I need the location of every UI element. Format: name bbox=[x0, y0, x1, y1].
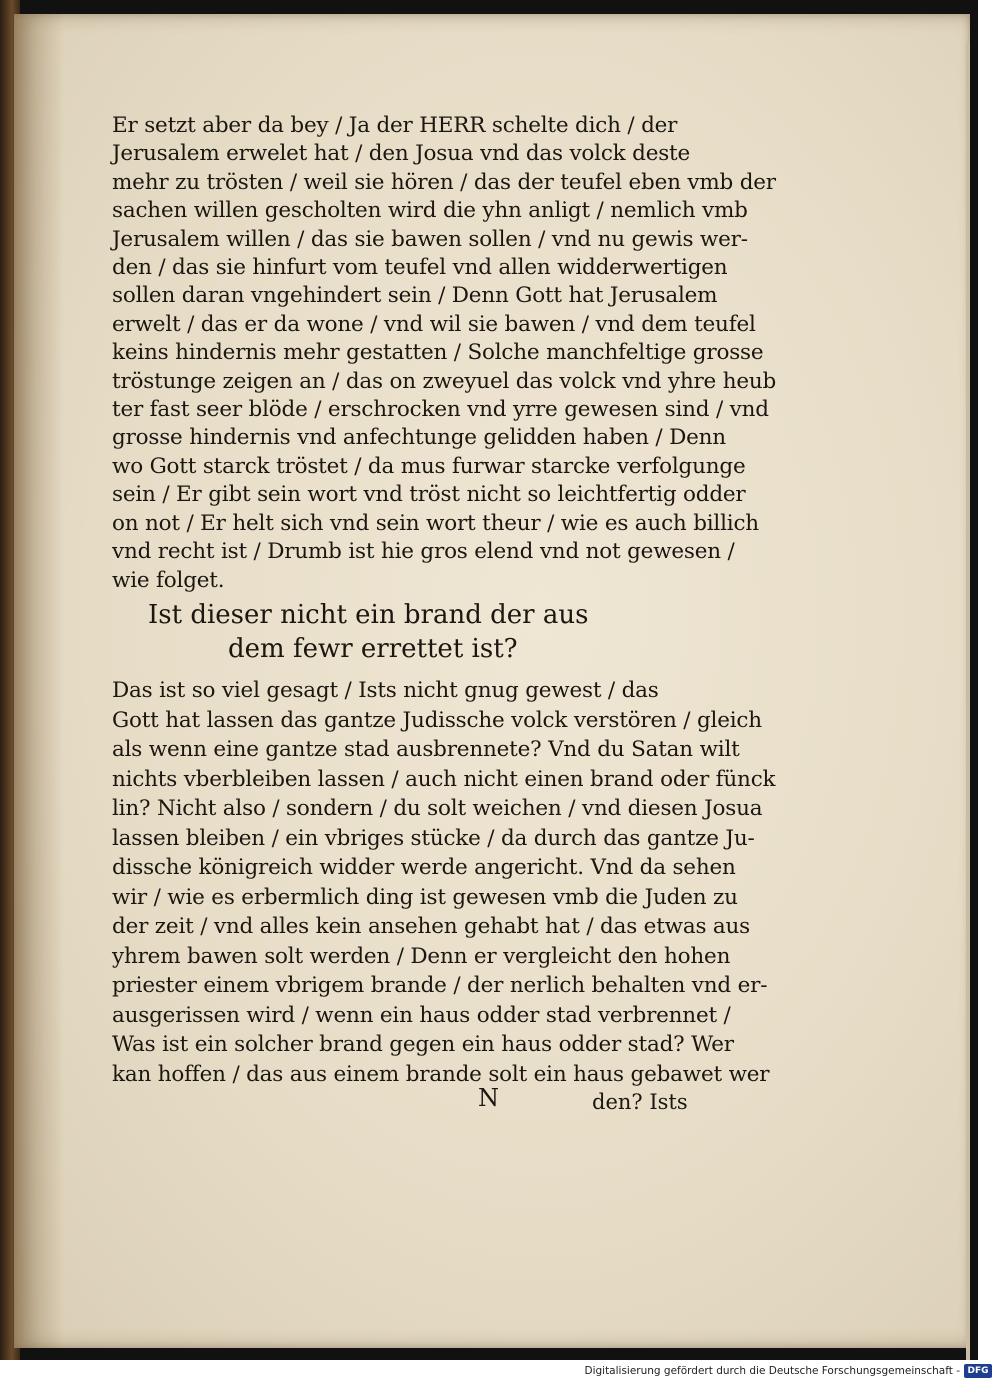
text-line: Das ist so viel gesagt / Ists nicht gnug gewest / das bbox=[112, 678, 659, 703]
dfg-logo[interactable]: DFG bbox=[964, 1364, 992, 1378]
catchword: den? Ists bbox=[592, 1090, 688, 1114]
text-line: erwelt / das er da wone / vnd wil sie bawen / vnd dem teufel bbox=[112, 311, 756, 337]
text-line: dissche königreich widder werde angericht. Vnd da sehen bbox=[112, 855, 736, 880]
text-line: wie folget. bbox=[112, 567, 225, 593]
text-line: den / das sie hinfurt vom teufel vnd allen widderwertigen bbox=[112, 255, 728, 281]
heading-line: dem fewr errettet ist? bbox=[228, 634, 518, 664]
footer-credit: Digitalisierung gefördert durch die Deutsche Forschungsgemeinschaft - bbox=[584, 1365, 960, 1377]
heading-line: Ist dieser nicht ein brand der aus bbox=[148, 600, 589, 630]
text-line: vnd recht ist / Drumb ist hie gros elend vnd not gewesen / bbox=[112, 539, 735, 565]
text-line: grosse hindernis vnd anfechtunge gelidden haben / Denn bbox=[112, 425, 726, 451]
text-line: nichts vberbleiben lassen / auch nicht einen brand oder fünck bbox=[112, 766, 776, 792]
text-line: tröstunge zeigen an / das on zweyuel das volck vnd yhre heub bbox=[112, 368, 777, 394]
text-line: sein / Er gibt sein wort vnd tröst nicht so leichtfertig odder bbox=[112, 482, 746, 508]
text-line: Was ist ein solcher brand gegen ein haus odder stad? Wer bbox=[112, 1032, 734, 1057]
text-line: lin? Nicht also / sondern / du solt weichen / vnd diesen Josua bbox=[112, 796, 763, 821]
page-edge bbox=[966, 42, 970, 1362]
paragraph-2 bbox=[112, 676, 776, 1089]
text-line: wo Gott starck tröstet / da mus furwar starcke verfolgunge bbox=[112, 453, 746, 479]
text-line: ter fast seer blöde / erschrocken vnd yrre gewesen sind / vnd bbox=[112, 397, 769, 423]
text-line: mehr zu trösten / weil sie hören / das der teufel eben vmb der bbox=[112, 169, 776, 195]
text-line: sachen willen gescholten wird die yhn anligt / nemlich vmb bbox=[112, 198, 748, 224]
text-line: der zeit / vnd alles kein ansehen gehabt hat / das etwas aus bbox=[112, 914, 751, 939]
text-line: priester einem vbrigem brande / der nerlich behalten vnd er- bbox=[112, 973, 768, 998]
section-heading bbox=[148, 598, 618, 666]
text-line: wir / wie es erbermlich ding ist gewesen vmb die Juden zu bbox=[112, 884, 738, 910]
signature-mark: N bbox=[478, 1084, 499, 1112]
text-line: kan hoffen / das aus einem brande solt ein haus gebawet wer bbox=[112, 1061, 770, 1087]
text-line: Jerusalem willen / das sie bawen sollen / vnd nu gewis wer- bbox=[112, 226, 748, 252]
text-line: yhrem bawen solt werden / Denn er vergleicht den hohen bbox=[112, 943, 731, 969]
text-line: sollen daran vngehindert sein / Denn Gott hat Jerusalem bbox=[112, 283, 718, 309]
text-line: Er setzt aber da bey / Ja der HERR schelte dich / der bbox=[112, 113, 678, 138]
text-line: on not / Er helt sich vnd sein wort theur / wie es auch billich bbox=[112, 510, 759, 536]
text-line: Jerusalem erwelet hat / den Josua vnd das volck deste bbox=[112, 141, 691, 167]
text-line: keins hindernis mehr gestatten / Solche manchfeltige grosse bbox=[112, 340, 764, 366]
paragraph-1 bbox=[112, 112, 777, 595]
page-binding-shadow bbox=[14, 14, 64, 1348]
text-line: Gott hat lassen das gantze Judissche volck verstören / gleich bbox=[112, 707, 762, 733]
text-line: lassen bleiben / ein vbriges stücke / da durch das gantze Ju- bbox=[112, 825, 755, 851]
text-line: als wenn eine gantze stad ausbrennete? Vnd du Satan wilt bbox=[112, 737, 740, 762]
footer-bar bbox=[0, 1360, 1000, 1383]
text-line: ausgerissen wird / wenn ein haus odder stad verbrennet / bbox=[112, 1002, 731, 1028]
